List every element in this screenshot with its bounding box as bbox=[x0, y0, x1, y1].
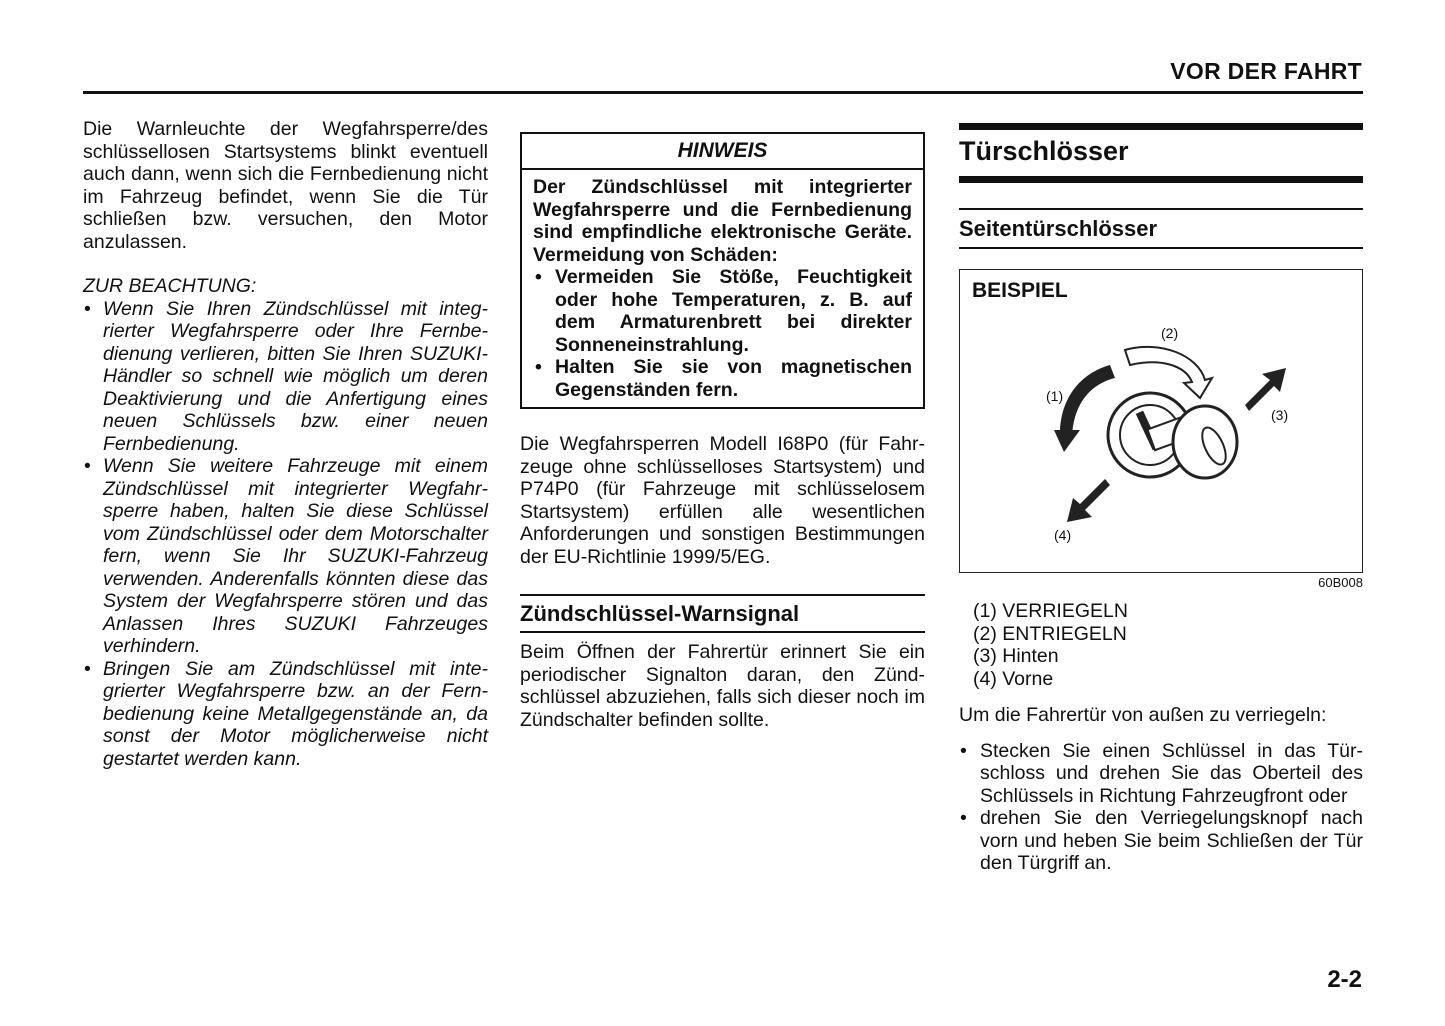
figure-code: 60B008 bbox=[1318, 575, 1363, 590]
lock-figure bbox=[959, 269, 1363, 573]
sub-heading: Seitentürschlösser bbox=[959, 208, 1363, 249]
label-1: (1) bbox=[1046, 388, 1064, 404]
running-header: VOR DER FAHRT bbox=[1170, 58, 1362, 84]
figure-title: BEISPIEL bbox=[972, 279, 1068, 302]
hinweis-title: HINWEIS bbox=[522, 134, 923, 170]
hinweis-box bbox=[520, 132, 925, 409]
legend-item: (1) VERRIEGELN bbox=[973, 600, 1128, 622]
warnsignal-paragraph: Beim Öffnen der Fahrertür erinnert Sie ein periodischer Signalton daran, den Zündschlüssel abzuziehen, falls sich dieser noch im Zündschalter befinden sollte. bbox=[520, 641, 925, 731]
note-list bbox=[83, 298, 488, 771]
intro-paragraph: Die Warnleuchte der Wegfahrsperre/des schlüssellosen Startsystems blinkt eventuell auch dann, wenn sich die Fernbedienung nicht im Fahrzeug befindet, wenn Sie die Tür schließen bzw. versuchen, den Motor anzulassen. bbox=[83, 118, 488, 253]
lock-arrow-icon bbox=[1054, 365, 1115, 452]
page-number: 2-2 bbox=[1327, 966, 1362, 993]
steps-list bbox=[959, 740, 1363, 875]
note-item: • Wenn Sie Ihren Zündschlüssel mit integrierter Wegfahrsperre oder Ihre Fernbedienung verlieren, bitten Sie Ihren SUZUKI-Händler so schnell wie möglich um deren Deaktivierung und die Anfertigung eines neuen Schlüssels bzw. einer neuen Fernbedienung. bbox=[83, 298, 488, 456]
header-rule bbox=[83, 91, 1363, 94]
label-4: (4) bbox=[1054, 527, 1072, 543]
column-right bbox=[959, 118, 1363, 875]
unlock-arrow-icon bbox=[1125, 347, 1212, 398]
figure-legend bbox=[959, 600, 1363, 690]
front-arrow-icon bbox=[1067, 479, 1110, 522]
hinweis-item: • Vermeiden Sie Stöße, Feuchtigkeit oder hohe Temperaturen, z. B. auf dem Armaturenbrett bei direkter Sonneneinstrahlung. bbox=[533, 266, 912, 356]
step-item: • Stecken Sie einen Schlüssel in das Türschloss und drehen Sie das Oberteil des Schlüssels in Richtung Fahrzeugfront oder bbox=[959, 740, 1363, 808]
hinweis-list bbox=[533, 266, 912, 401]
hinweis-body bbox=[522, 170, 923, 407]
legend-item: (4) Vorne bbox=[973, 667, 1054, 690]
column-left bbox=[83, 118, 488, 770]
label-2: (2) bbox=[1161, 325, 1179, 341]
note-item: • Wenn Sie weitere Fahrzeuge mit einem Zündschlüssel mit integrierter Wegfahrsperre haben, halten Sie diese Schlüssel vom Zündschlüssel oder dem Motorschalter fern, wenn Sie Ihr SUZUKI-Fahrzeug verwenden. Anderenfalls könnten diese das System der Wegfahrsperre stören und das Anlassen Ihres SUZUKI Fahrzeuges verhindern. bbox=[83, 455, 488, 658]
rear-arrow-icon bbox=[1245, 368, 1286, 411]
compliance-paragraph: Die Wegfahrsperren Modell I68P0 (für Fahrzeuge ohne schlüsselloses Startsystem) und P74P0 (für Fahrzeuge mit schlüsselosem Startsystem) erfüllen alle wesentlichen Anforderungen und sonstigen Bestimmungen der EU-Richtlinie 1999/5/EG. bbox=[520, 433, 925, 568]
lock-illustration bbox=[960, 270, 1362, 572]
legend-item: (3) Hinten bbox=[973, 645, 1059, 667]
note-item: • Bringen Sie am Zündschlüssel mit integrierter Wegfahrsperre bzw. an der Fernbedienung keine Metallgegenstände an, da sonst der Motor möglicherweise nicht gestartet werden kann. bbox=[83, 658, 488, 771]
note-title: ZUR BEACHTUNG: bbox=[83, 275, 257, 297]
hinweis-text: Der Zündschlüssel mit integrierter Wegfahrsperre und die Fernbedienung sind empfindliche elektronische Geräte. Vermeidung von Schäden: bbox=[533, 176, 912, 266]
column-middle bbox=[520, 118, 925, 731]
step-item: • drehen Sie den Verriegelungsknopf nach vorn und heben Sie beim Schließen der Tür den Türgriff an. bbox=[959, 807, 1363, 875]
label-3: (3) bbox=[1271, 407, 1289, 423]
legend-item: (2) ENTRIEGELN bbox=[973, 622, 1127, 645]
main-heading: Türschlösser bbox=[959, 123, 1363, 183]
hinweis-item: • Halten Sie sie von magnetischen Gegenständen fern. bbox=[533, 356, 912, 401]
section-title-warnsignal: Zündschlüssel-Warnsignal bbox=[520, 594, 925, 633]
steps-intro: Um die Fahrertür von außen zu verriegeln: bbox=[959, 704, 1327, 726]
